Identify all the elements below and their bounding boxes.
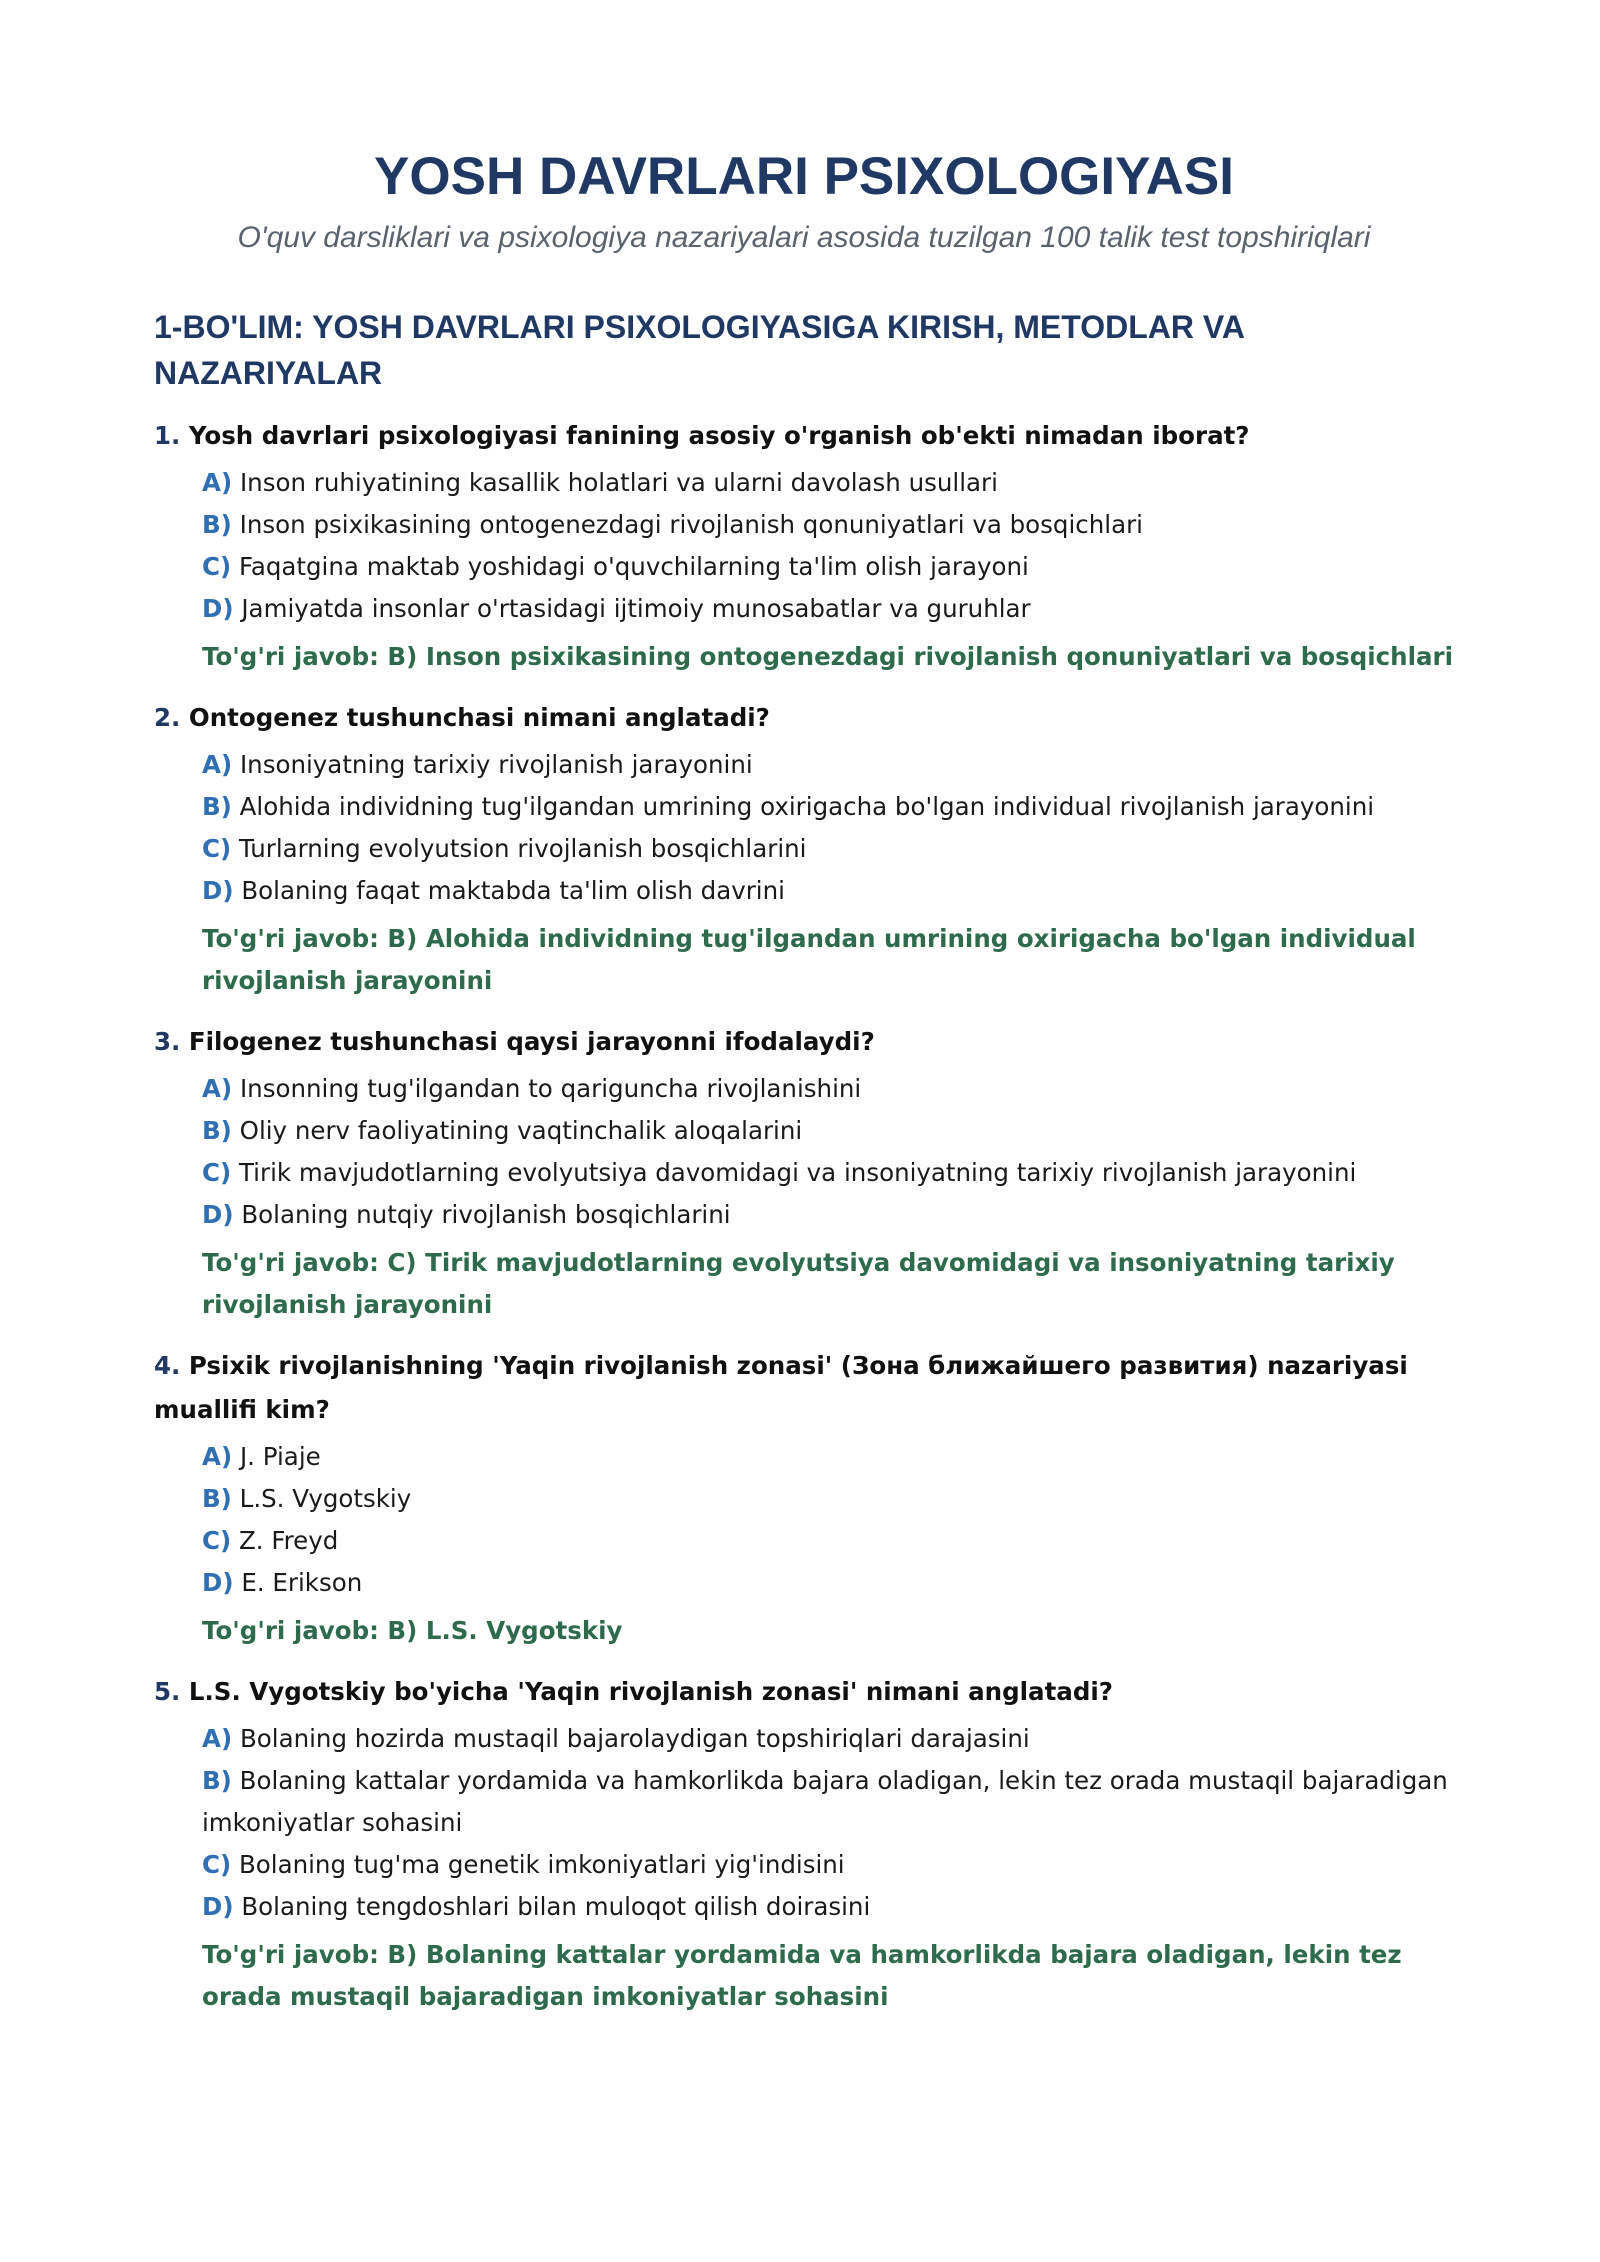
answer-option bbox=[202, 1562, 1454, 1604]
option-text: Oliy nerv faoliyatining vaqtinchalik aloqalarini bbox=[231, 1116, 803, 1146]
option-text: Tirik mavjudotlarning evolyutsiya davomidagi va insoniyatning tarixiy rivojlanish jarayonini bbox=[231, 1158, 1357, 1188]
option-list bbox=[202, 1718, 1454, 1928]
question-spacer bbox=[154, 678, 1454, 696]
answer-option bbox=[202, 1520, 1454, 1562]
option-text: Inson ruhiyatining kasallik holatlari va ularni davolash usullari bbox=[232, 468, 998, 498]
option-letter: B) bbox=[202, 1116, 232, 1146]
question-number: 3. bbox=[154, 1027, 181, 1057]
question-label: Psixik rivojlanishning 'Yaqin rivojlanish zonasi' (Зона ближайшего развития) nazariyasi muallifi kim? bbox=[154, 1351, 1408, 1425]
answer-option bbox=[202, 546, 1454, 588]
question-number: 2. bbox=[154, 703, 181, 733]
option-letter: C) bbox=[202, 1850, 232, 1880]
option-letter: C) bbox=[202, 1158, 232, 1188]
correct-answer: To'g'ri javob: B) Bolaning kattalar yordamida va hamkorlikda bajara oladigan, lekin tez orada mustaqil bajaradigan imkoniyatlar sohasini bbox=[202, 1940, 1402, 2012]
question-label: Ontogenez tushunchasi nimani anglatadi? bbox=[180, 703, 770, 733]
option-letter: B) bbox=[202, 792, 232, 822]
document-title: YOSH DAVRLARI PSIXOLOGIYASI bbox=[374, 147, 1234, 206]
option-text: Bolaning tug'ma genetik imkoniyatlari yig'indisini bbox=[231, 1850, 845, 1880]
answer-option bbox=[202, 870, 1454, 912]
answer-option bbox=[202, 1436, 1454, 1478]
option-letter: C) bbox=[202, 552, 232, 582]
option-text: Z. Freyd bbox=[231, 1526, 339, 1556]
option-text: L.S. Vygotskiy bbox=[231, 1484, 412, 1514]
question-label: Yosh davrlari psixologiyasi fanining asosiy o'rganish ob'ekti nimadan iborat? bbox=[180, 421, 1250, 451]
question-label: L.S. Vygotskiy bo'yicha 'Yaqin rivojlanish zonasi' nimani anglatadi? bbox=[180, 1677, 1113, 1707]
question-text bbox=[154, 1670, 1454, 1714]
question-spacer bbox=[154, 1002, 1454, 1020]
question-item bbox=[154, 1344, 1454, 1670]
answer-option bbox=[202, 786, 1454, 828]
option-text: Bolaning hozirda mustaqil bajarolaydigan topshiriqlari darajasini bbox=[232, 1724, 1030, 1754]
option-letter: D) bbox=[202, 1200, 234, 1230]
question-label: Filogenez tushunchasi qaysi jarayonni ifodalaydi? bbox=[180, 1027, 875, 1057]
option-text: Alohida individning tug'ilgandan umrining oxirigacha bo'lgan individual rivojlanish jarayonini bbox=[231, 792, 1375, 822]
option-text: Turlarning evolyutsion rivojlanish bosqichlarini bbox=[231, 834, 807, 864]
question-text bbox=[154, 414, 1454, 458]
option-text: Bolaning nutqiy rivojlanish bosqichlarini bbox=[233, 1200, 731, 1230]
question-text bbox=[154, 696, 1454, 740]
answer-option bbox=[202, 1068, 1454, 1110]
option-letter: A) bbox=[202, 1442, 233, 1472]
option-text: J. Piaje bbox=[232, 1442, 321, 1472]
option-letter: A) bbox=[202, 468, 233, 498]
option-letter: A) bbox=[202, 750, 233, 780]
answer-option bbox=[202, 1844, 1454, 1886]
option-list bbox=[202, 744, 1454, 912]
question-list bbox=[154, 414, 1454, 2018]
option-letter: D) bbox=[202, 594, 234, 624]
option-letter: D) bbox=[202, 876, 234, 906]
question-item bbox=[154, 1670, 1454, 2018]
option-letter: C) bbox=[202, 1526, 232, 1556]
answer-option bbox=[202, 1760, 1454, 1844]
correct-answer: To'g'ri javob: C) Tirik mavjudotlarning evolyutsiya davomidagi va insoniyatning tarixiy rivojlanish jarayonini bbox=[202, 1248, 1395, 1320]
option-letter: B) bbox=[202, 510, 232, 540]
option-list bbox=[202, 1068, 1454, 1236]
question-number: 5. bbox=[154, 1677, 181, 1707]
document-subtitle: O'quv darsliklari va psixologiya nazariyalari asosida tuzilgan 100 talik test topshiriqlari bbox=[237, 221, 1371, 255]
answer-option bbox=[202, 1110, 1454, 1152]
option-letter: B) bbox=[202, 1766, 232, 1796]
option-letter: C) bbox=[202, 834, 232, 864]
answer-option bbox=[202, 588, 1454, 630]
question-item bbox=[154, 414, 1454, 696]
option-text: Jamiyatda insonlar o'rtasidagi ijtimoiy munosabatlar va guruhlar bbox=[233, 594, 1031, 624]
option-text: Insoniyatning tarixiy rivojlanish jarayonini bbox=[232, 750, 753, 780]
option-text: E. Erikson bbox=[233, 1568, 363, 1598]
answer-option bbox=[202, 1886, 1454, 1928]
answer-option bbox=[202, 1478, 1454, 1520]
option-letter: D) bbox=[202, 1568, 234, 1598]
option-letter: D) bbox=[202, 1892, 234, 1922]
question-text bbox=[154, 1344, 1454, 1432]
option-letter: A) bbox=[202, 1074, 233, 1104]
question-number: 4. bbox=[154, 1351, 181, 1381]
question-item bbox=[154, 696, 1454, 1020]
option-text: Faqatgina maktab yoshidagi o'quvchilarning ta'lim olish jarayoni bbox=[231, 552, 1029, 582]
answer-option bbox=[202, 1718, 1454, 1760]
question-text bbox=[154, 1020, 1454, 1064]
option-text: Insonning tug'ilgandan to qariguncha rivojlanishini bbox=[232, 1074, 862, 1104]
option-list bbox=[202, 1436, 1454, 1604]
question-spacer bbox=[154, 1326, 1454, 1344]
option-text: Bolaning faqat maktabda ta'lim olish davrini bbox=[233, 876, 785, 906]
question-spacer bbox=[154, 1652, 1454, 1670]
correct-answer: To'g'ri javob: B) L.S. Vygotskiy bbox=[202, 1616, 623, 1646]
option-list bbox=[202, 462, 1454, 630]
section-title: 1-BO'LIM: YOSH DAVRLARI PSIXOLOGIYASIGA KIRISH, METODLAR VA NAZARIYALAR bbox=[154, 309, 1244, 392]
option-text: Bolaning kattalar yordamida va hamkorlikda bajara oladigan, lekin tez orada mustaqil bajaradigan imkoniyatlar sohasini bbox=[202, 1766, 1448, 1838]
option-text: Bolaning tengdoshlari bilan muloqot qilish doirasini bbox=[233, 1892, 871, 1922]
correct-answer: To'g'ri javob: B) Inson psixikasining ontogenezdagi rivojlanish qonuniyatlari va bosqichlari bbox=[202, 642, 1454, 672]
question-number: 1. bbox=[154, 421, 181, 451]
answer-option bbox=[202, 1152, 1454, 1194]
option-letter: B) bbox=[202, 1484, 232, 1514]
answer-option bbox=[202, 828, 1454, 870]
answer-option bbox=[202, 504, 1454, 546]
option-text: Inson psixikasining ontogenezdagi rivojlanish qonuniyatlari va bosqichlari bbox=[231, 510, 1143, 540]
answer-option bbox=[202, 462, 1454, 504]
answer-option bbox=[202, 1194, 1454, 1236]
question-item bbox=[154, 1020, 1454, 1344]
option-letter: A) bbox=[202, 1724, 233, 1754]
answer-option bbox=[202, 744, 1454, 786]
correct-answer: To'g'ri javob: B) Alohida individning tug'ilgandan umrining oxirigacha bo'lgan individual rivojlanish jarayonini bbox=[202, 924, 1416, 996]
